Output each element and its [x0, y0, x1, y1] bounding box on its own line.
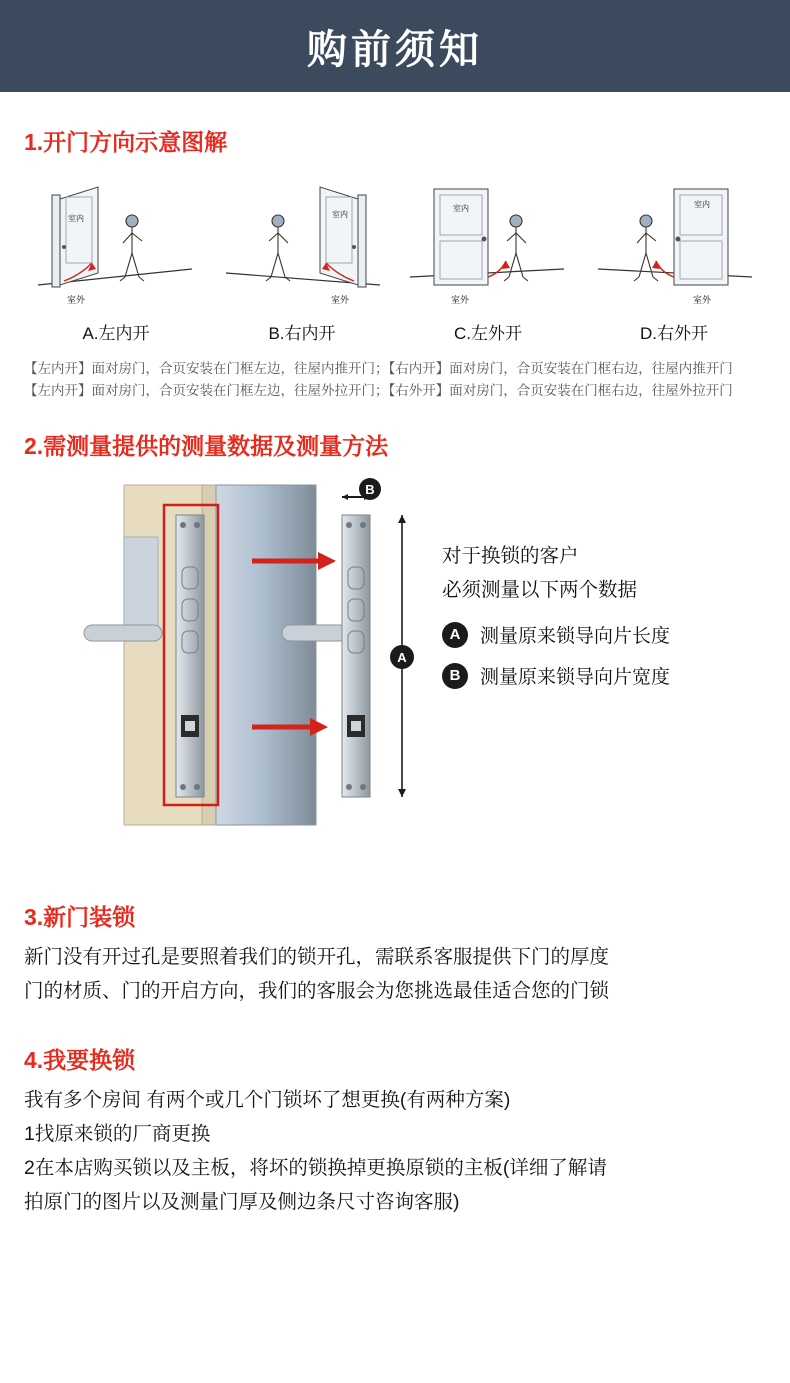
section-new-door	[24, 899, 766, 1008]
section1-notes	[24, 358, 766, 402]
legend-item-b	[442, 662, 742, 689]
page-content	[0, 124, 790, 1219]
door-diagram-a	[32, 177, 200, 344]
legend-title-line2: 必须测量以下两个数据	[442, 579, 638, 601]
section-replace-lock	[24, 1042, 766, 1219]
door-illustration-a	[32, 177, 200, 317]
section3-heading: 3.新门装锁	[24, 904, 136, 930]
door-d-outside-label: 室外	[692, 295, 712, 305]
door-c-label: C.左外开	[454, 324, 522, 343]
measurement-legend	[442, 539, 742, 689]
door-illustration-c	[404, 177, 572, 317]
door-diagram-c	[404, 177, 572, 344]
section1-note-1: 【左内开】面对房门，合页安装在门框左边，往屋内推开门；【右内开】面对房门，合页安装在门框右边，往屋内推开门	[24, 361, 733, 376]
badge-a-icon: A	[442, 622, 468, 648]
door-b-outside-label: 室外	[330, 295, 350, 305]
diagram-badge-b: B	[365, 482, 375, 497]
door-diagram-row	[24, 177, 766, 344]
door-illustration-b	[218, 177, 386, 317]
section4-line-2: 1找原来锁的厂商更换	[24, 1123, 211, 1145]
section1-note-2: 【左内开】面对房门，合页安装在门框左边，往屋外拉开门；【右外开】面对房门，合页安装在门框右边，往屋外拉开门	[24, 383, 733, 398]
section4-line-3: 2在本店购买锁以及主板，将坏的锁换掉更换原锁的主板(详细了解请	[24, 1157, 607, 1179]
section2-heading: 2.需测量提供的测量数据及测量方法	[24, 433, 389, 459]
door-d-label: D.右外开	[640, 324, 708, 343]
section3-line-2: 门的材质、门的开启方向，我们的客服会为您挑选最佳适合您的门锁	[24, 980, 610, 1002]
section-measurement	[24, 428, 766, 865]
page-title: 购前须知	[307, 27, 483, 72]
door-diagram-d	[590, 177, 758, 344]
section4-line-1: 我有多个房间 有两个或几个门锁坏了想更换(有两种方案)	[24, 1089, 511, 1111]
section4-line-4: 拍原门的图片以及测量门厚及侧边条尺寸咨询客服)	[24, 1191, 460, 1213]
door-c-inside-label: 室内	[453, 204, 469, 213]
badge-b-icon: B	[442, 663, 468, 689]
section1-heading: 1.开门方向示意图解	[24, 129, 228, 155]
legend-item-a-text: 测量原来锁导向片长度	[480, 626, 671, 647]
page-header	[0, 0, 790, 92]
measurement-diagram	[24, 475, 766, 865]
door-d-inside-label: 室内	[694, 200, 710, 209]
legend-title-line1: 对于换锁的客户	[442, 545, 579, 567]
section4-body	[24, 1083, 766, 1219]
door-a-inside-label: 室内	[68, 214, 84, 223]
legend-item-a	[442, 621, 742, 648]
diagram-badge-a: A	[397, 650, 407, 665]
door-b-label: B.右内开	[268, 324, 336, 343]
door-illustration-d	[590, 177, 758, 317]
section3-line-1: 新门没有开过孔是要照着我们的锁开孔，需联系客服提供下门的厚度	[24, 946, 610, 968]
legend-item-b-text: 测量原来锁导向片宽度	[480, 667, 671, 688]
door-diagram-b	[218, 177, 386, 344]
section4-heading: 4.我要换锁	[24, 1047, 136, 1073]
door-b-inside-label: 室内	[332, 210, 348, 219]
door-c-outside-label: 室外	[450, 295, 470, 305]
door-a-outside-label: 室外	[66, 295, 86, 305]
door-a-label: A.左内开	[82, 324, 150, 343]
section3-body	[24, 940, 766, 1008]
section-door-direction	[24, 124, 766, 402]
